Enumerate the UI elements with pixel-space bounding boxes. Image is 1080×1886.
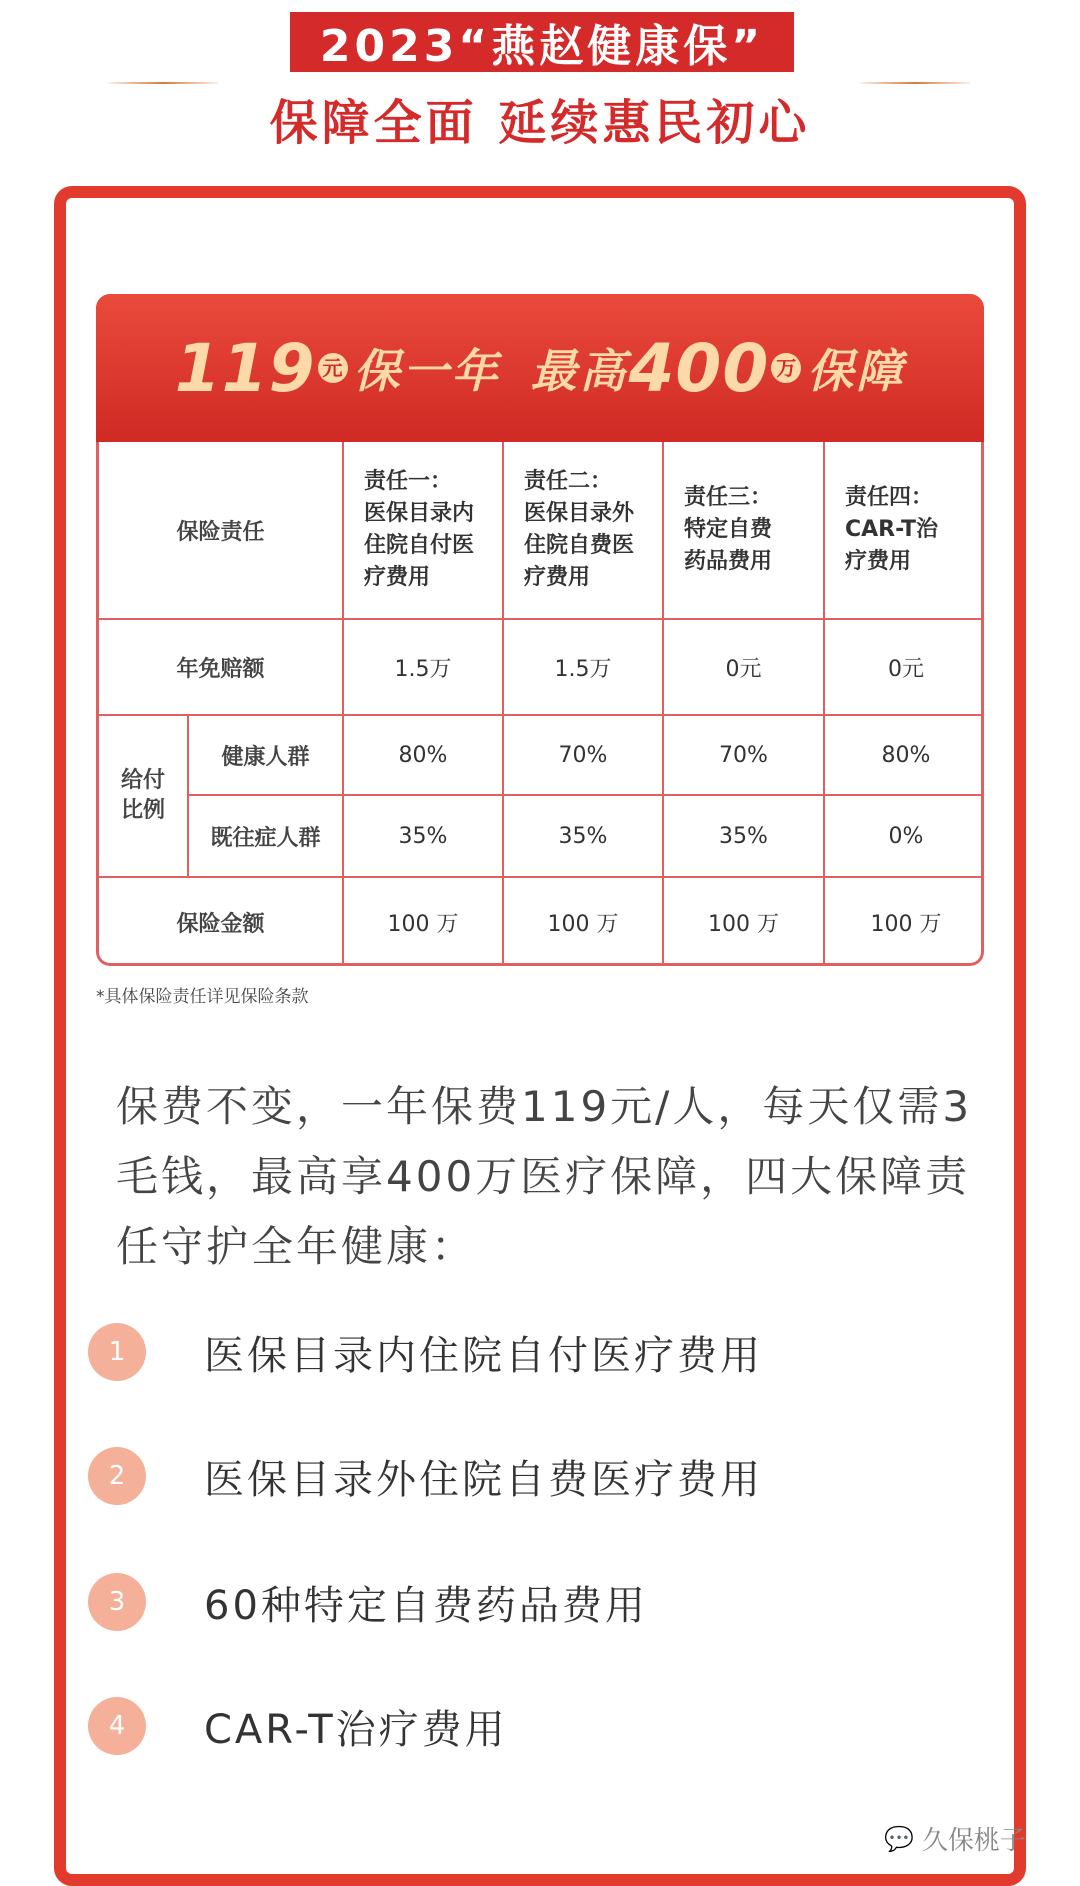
table-cell: 0元 [825,620,984,716]
table-cell: 35% [344,796,504,878]
table-cell: 0元 [664,620,825,716]
table-col-header: 责任一： 医保目录内 住院自付医 疗费用 [344,442,504,620]
table-cell: 70% [664,716,825,796]
list-item [88,1694,988,1758]
banner-phrase2-prefix: 最高 [530,344,629,398]
table-col-header: 责任四： CAR-T治 疗费用 [825,442,984,620]
description-paragraph: 保费不变，一年保费119元/人，每天仅需3毛钱，最高享400万医疗保障，四大保障责任守护全年健康： [116,1082,973,1271]
list-item-text: 医保目录外住院自费医疗费用 [204,1456,763,1503]
banner-price: 119 [174,329,316,407]
list-number: 3 [88,1573,146,1631]
watermark [884,1820,1026,1857]
table-cell: 80% [825,716,984,796]
list-number: 2 [88,1447,146,1505]
wechat-icon: 💬 [884,1824,914,1853]
decorative-line-right [860,82,970,84]
decorative-line-left [108,82,218,84]
list-number: 1 [88,1323,146,1381]
deductible-label: 年免赔额 [99,620,344,716]
banner-price-unit: 元 [318,353,348,383]
table-cell: 80% [344,716,504,796]
footnote: *具体保险责任详见保险条款 [96,987,309,1007]
preexisting-label: 既往症人群 [189,796,344,878]
list-number: 4 [88,1697,146,1755]
table-cell: 1.5万 [504,620,664,716]
list-item-text: 60种特定自费药品费用 [204,1582,648,1629]
sum-label: 保险金额 [99,878,344,966]
list-item-text: 医保目录内住院自付医疗费用 [204,1332,763,1379]
table-col-header: 责任三： 特定自费 药品费用 [664,442,825,620]
table-cell: 100 万 [870,911,942,937]
table-col-header: 责任二： 医保目录外 住院自费医 疗费用 [504,442,664,620]
table-cell: 100 万 [344,878,504,966]
table-cell: 0% [825,796,984,878]
banner-phrase1: 保一年 [353,344,501,398]
price-banner [96,294,984,442]
table-cell: 35% [504,796,664,878]
coverage-table [96,442,984,966]
page-title: 2023“燕赵健康保” [290,12,794,72]
list-item [88,1320,988,1384]
list-item-text: CAR-T治疗费用 [204,1706,508,1753]
table-cell: 100 万 [504,878,664,966]
table-cell: 1.5万 [344,620,504,716]
resp-header-cell: 保险责任 [99,442,344,620]
list-item [88,1444,988,1508]
banner-phrase2-suffix: 保障 [807,344,906,398]
banner-amount: 400 [628,329,770,407]
table-cell: 70% [504,716,664,796]
page-subtitle: 保障全面 延续惠民初心 [269,95,811,151]
table-cell: 35% [664,796,825,878]
watermark-text: 久保桃子 [921,1826,1026,1856]
ratio-label: 给付 比例 [99,716,189,878]
banner-amount-unit: 万 [771,353,801,383]
list-item [88,1570,988,1634]
table-cell: 100 万 [664,878,825,966]
healthy-label: 健康人群 [189,716,344,796]
